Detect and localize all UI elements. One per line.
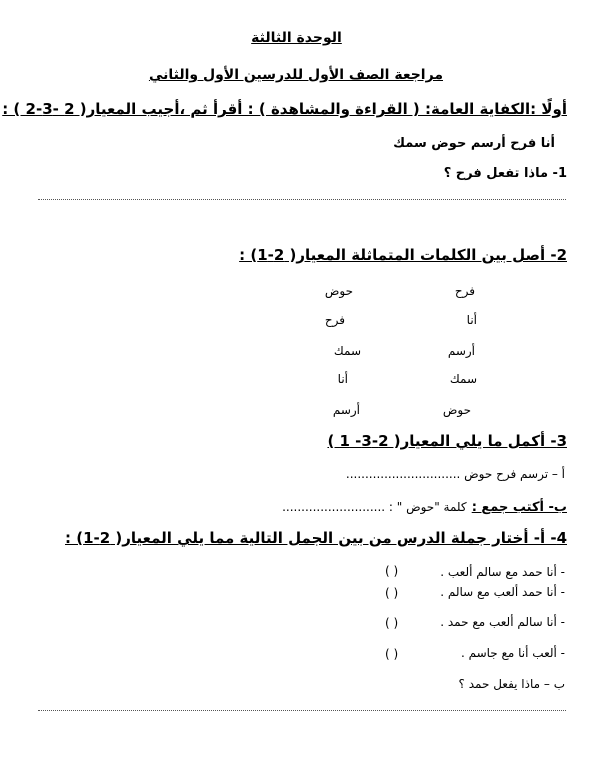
- section1-heading: أولًا :الكفاية العامة: ( القراءة والمشاهدة ) : أقرأ ثم ،أجيب المعيار( 2 -3-2 ) :: [2, 100, 567, 118]
- question-1: 1- ماذا تفعل فرح ؟: [443, 166, 567, 181]
- match-right-word: فرح: [454, 284, 475, 298]
- match-right-word: حوض: [442, 403, 471, 417]
- page-subtitle: مراجعة الصف الأول للدرسين الأول والثاني: [148, 67, 443, 83]
- question-4-heading: 4- أ- أختار جملة الدرس من بين الجمل التالية مما يلي المعيار( 2-1) :: [65, 529, 567, 547]
- match-left-word: أنا: [337, 372, 348, 386]
- answer-parentheses[interactable]: ( ): [385, 647, 399, 661]
- option-sentence: - ألعب أنا مع جاسم .: [460, 646, 565, 660]
- match-left-word: أرسم: [332, 403, 360, 417]
- question-4b: ب – ماذا يفعل حمد ؟: [458, 677, 565, 691]
- question-3b-label: ب- أكتب جمع :: [471, 500, 567, 515]
- question-3-heading: 3- أكمل ما يلي المعيار( 2-3- 1 ): [327, 432, 567, 450]
- question-3b: [282, 496, 567, 515]
- answer-parentheses[interactable]: ( ): [385, 564, 399, 578]
- option-sentence: - أنا سالم ألعب مع حمد .: [440, 615, 565, 629]
- option-sentence: - أنا حمد ألعب مع سالم .: [440, 585, 565, 599]
- match-right-word: أنا: [466, 313, 477, 327]
- answer-parentheses[interactable]: ( ): [385, 616, 399, 630]
- question-3a: أ – ترسم فرح حوض ..............................: [345, 467, 565, 481]
- match-left-word: حوض: [324, 284, 353, 298]
- match-left-word: سمك: [333, 344, 361, 358]
- question-2-heading: 2- أصل بين الكلمات المتماثلة المعيار( 2-1) :: [239, 246, 567, 264]
- match-right-word: أرسم: [447, 344, 475, 358]
- unit-title: الوحدة الثالثة: [251, 30, 342, 46]
- answer-parentheses[interactable]: ( ): [385, 586, 399, 600]
- option-sentence: - أنا حمد مع سالم ألعب .: [440, 565, 565, 579]
- answer-line-1[interactable]: [38, 199, 566, 200]
- reading-sentence: أنا فرح أرسم حوض سمك: [393, 136, 555, 151]
- answer-line-4b[interactable]: [38, 710, 566, 711]
- match-right-word: سمك: [449, 372, 477, 386]
- match-left-word: فرح: [324, 313, 345, 327]
- question-3b-text: كلمة "حوض " : ...........................: [282, 500, 467, 514]
